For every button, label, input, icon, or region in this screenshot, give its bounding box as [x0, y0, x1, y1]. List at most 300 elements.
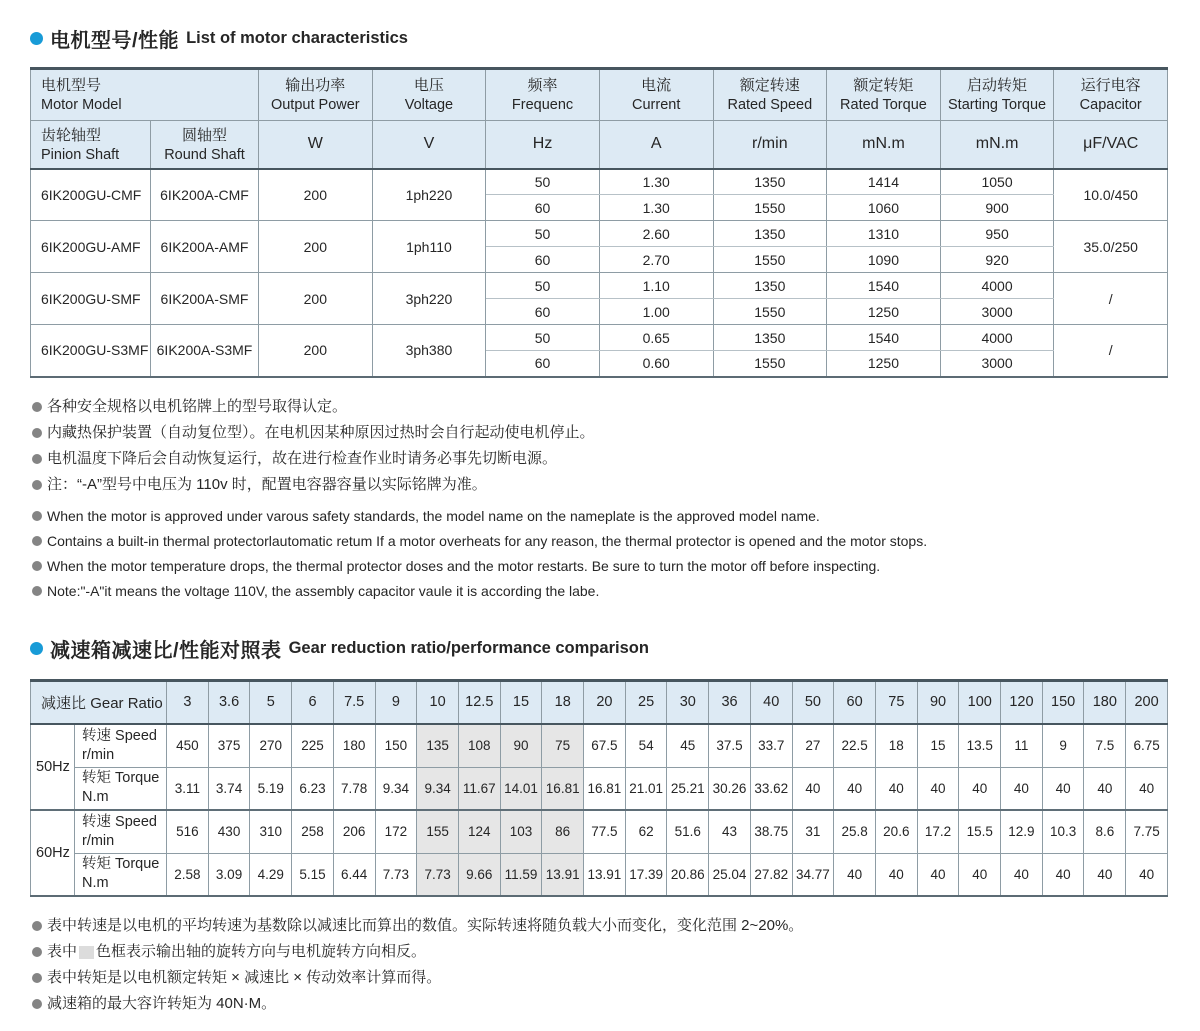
row-label-text: 转矩 Torque: [82, 856, 160, 873]
speed-value-cell: 90: [500, 724, 542, 767]
torque-value-cell: 7.78: [333, 767, 375, 810]
frequency-cell: 60: [486, 351, 600, 377]
note-item: [32, 446, 1168, 472]
note-text: 注：“-A”型号中电压为 110v 时，配置电容器容量以实际铭牌为准。: [47, 475, 487, 493]
note-bullet-icon: [32, 973, 42, 983]
section2-title-zh: 减速箱减速比/性能对照表: [50, 639, 282, 662]
torque-value-cell: 34.77: [792, 853, 834, 896]
rated-torque-cell: 1250: [827, 351, 941, 377]
motor-model-header: [31, 69, 259, 121]
current-cell: 2.60: [599, 221, 713, 247]
rated-speed-header: [713, 69, 827, 121]
speed-value-cell: 86: [542, 810, 584, 853]
unit-starting-torque: mN.m: [940, 121, 1054, 169]
gear-header-row: [31, 680, 1168, 724]
starting-torque-cell: 3000: [940, 299, 1054, 325]
speed-value-cell: 77.5: [584, 810, 626, 853]
output-power-cell: 200: [259, 169, 373, 221]
header-en: Starting Torque: [948, 97, 1047, 114]
section2-title-en: Gear reduction ratio/performance comparison: [288, 638, 649, 657]
torque-value-cell: 40: [834, 767, 876, 810]
starting-torque-header: [940, 69, 1054, 121]
speed-value-cell: 43: [709, 810, 751, 853]
torque-value-cell: 21.01: [625, 767, 667, 810]
corner-label-zh: 减速比: [41, 694, 87, 712]
rated-torque-cell: 1540: [827, 325, 941, 351]
torque-value-cell: 33.62: [750, 767, 792, 810]
frequency-cell: 50: [486, 273, 600, 299]
gear-ratio-header-cell: 10: [417, 680, 459, 724]
note-bullet-icon: [32, 561, 42, 571]
torque-value-cell: 20.86: [667, 853, 709, 896]
capacitor-cell: 35.0/250: [1054, 221, 1168, 273]
row-unit-text: r/min: [82, 832, 115, 849]
row-label-text: 转矩 Torque: [82, 770, 160, 787]
gear-ratio-header-cell: 6: [292, 680, 334, 724]
speed-value-cell: 22.5: [834, 724, 876, 767]
row-unit-text: N.m: [82, 789, 109, 806]
gear-ratio-header-cell: 200: [1126, 680, 1168, 724]
torque-value-cell: 16.81: [542, 767, 584, 810]
torque-value-cell: 40: [917, 853, 959, 896]
starting-torque-cell: 3000: [940, 351, 1054, 377]
note-bullet-icon: [32, 454, 42, 464]
torque-value-cell: 9.34: [417, 767, 459, 810]
gear-ratio-header-cell: 150: [1042, 680, 1084, 724]
pinion-model-cell: 6IK200GU-AMF: [31, 221, 151, 273]
gear-table-row: [31, 767, 1168, 810]
speed-value-cell: 31: [792, 810, 834, 853]
capacitor-header: [1054, 69, 1168, 121]
unit-hertz: Hz: [486, 121, 600, 169]
speed-value-cell: 135: [417, 724, 459, 767]
gear-table-row: [31, 724, 1168, 767]
motor-table-row: [31, 169, 1168, 195]
current-cell: 1.30: [599, 169, 713, 195]
gear-ratio-header-cell: 36: [709, 680, 751, 724]
torque-value-cell: 40: [834, 853, 876, 896]
round-model-cell: 6IK200A-SMF: [151, 273, 259, 325]
gear-ratio-header-cell: 18: [542, 680, 584, 724]
output-power-header: [259, 69, 373, 121]
output-power-cell: 200: [259, 273, 373, 325]
torque-value-cell: 13.91: [542, 853, 584, 896]
rated-torque-cell: 1414: [827, 169, 941, 195]
torque-value-cell: 2.58: [167, 853, 209, 896]
header-en: Voltage: [404, 97, 454, 114]
row-label-text: 转速 Speed: [82, 813, 157, 830]
header-zh: 启动转矩: [967, 77, 1028, 95]
round-shaft-header: [151, 121, 259, 169]
note-item: [32, 554, 1168, 579]
speed-value-cell: 54: [625, 724, 667, 767]
current-cell: 0.65: [599, 325, 713, 351]
note-text: 色框表示输出轴的旋转方向与电机旋转方向相反。: [96, 943, 427, 960]
section1-title-zh: 电机型号/性能: [50, 30, 180, 52]
speed-value-cell: 516: [167, 810, 209, 853]
note-item: [32, 939, 1168, 965]
note-text: Note:"-A"it means the voltage 110V, the assembly capacitor vaule it is according the labe.: [47, 582, 600, 599]
note-item: [32, 529, 1168, 554]
torque-value-cell: 25.04: [709, 853, 751, 896]
gear-ratio-header-cell: 15: [500, 680, 542, 724]
torque-value-cell: 7.73: [375, 853, 417, 896]
pinion-model-cell: 6IK200GU-CMF: [31, 169, 151, 221]
gear-ratio-header-cell: 3.6: [208, 680, 250, 724]
rated-speed-cell: 1350: [713, 169, 827, 195]
torque-value-cell: 16.81: [584, 767, 626, 810]
note-text: 各种安全规格以电机铭牌上的型号取得认定。: [47, 397, 348, 415]
note-bullet-icon: [32, 511, 42, 521]
torque-value-cell: 40: [1042, 767, 1084, 810]
note-bullet-icon: [32, 428, 42, 438]
speed-value-cell: 108: [458, 724, 500, 767]
rated-torque-cell: 1310: [827, 221, 941, 247]
note-item: [32, 472, 1168, 498]
round-model-cell: 6IK200A-AMF: [151, 221, 259, 273]
rated-torque-cell: 1250: [827, 299, 941, 325]
note-text: 减速箱的最大容许转矩为 40N·M。: [47, 995, 277, 1012]
rated-speed-cell: 1550: [713, 195, 827, 221]
speed-value-cell: 25.8: [834, 810, 876, 853]
note-bullet-icon: [32, 536, 42, 546]
round-model-cell: 6IK200A-CMF: [151, 169, 259, 221]
motor-header-row-1: [31, 69, 1168, 121]
current-cell: 1.30: [599, 195, 713, 221]
torque-value-cell: 3.74: [208, 767, 250, 810]
speed-value-cell: 37.5: [709, 724, 751, 767]
header-zh: 齿轮轴型: [41, 126, 102, 144]
note-text: 电机温度下降后会自动恢复运行，故在进行检查作业时请务必事先切断电源。: [47, 449, 558, 467]
speed-value-cell: 27: [792, 724, 834, 767]
gear-ratio-header-cell: 40: [750, 680, 792, 724]
torque-value-cell: 40: [1126, 767, 1168, 810]
torque-value-cell: 5.15: [292, 853, 334, 896]
note-text: 表中: [47, 943, 78, 960]
header-en: Rated Torque: [840, 97, 927, 114]
torque-value-cell: 40: [959, 767, 1001, 810]
speed-value-cell: 225: [292, 724, 334, 767]
torque-value-cell: 11.59: [500, 853, 542, 896]
frequency-cell: 60: [486, 247, 600, 273]
header-en: Motor Model: [41, 97, 122, 114]
torque-value-cell: 40: [792, 767, 834, 810]
torque-value-cell: 40: [917, 767, 959, 810]
frequency-cell: 50: [486, 169, 600, 195]
motor-table-row: [31, 273, 1168, 299]
note-item: [32, 579, 1168, 604]
section1-title-en: List of motor characteristics: [186, 29, 408, 47]
note-bullet-icon: [32, 586, 42, 596]
note-item: [32, 420, 1168, 446]
torque-value-cell: 25.21: [667, 767, 709, 810]
torque-value-cell: 27.82: [750, 853, 792, 896]
torque-value-cell: 40: [1126, 853, 1168, 896]
frequency-group-cell: 50Hz: [31, 724, 75, 810]
section1-title: [30, 24, 1168, 53]
speed-value-cell: 18: [875, 724, 917, 767]
gear-ratio-header-cell: 20: [584, 680, 626, 724]
section1-bullet-icon: [30, 32, 43, 45]
row-unit-text: r/min: [82, 746, 115, 763]
note-item: [32, 965, 1168, 991]
rated-speed-cell: 1550: [713, 247, 827, 273]
torque-value-cell: 13.91: [584, 853, 626, 896]
speed-value-cell: 270: [250, 724, 292, 767]
gear-table-row: [31, 853, 1168, 896]
gear-ratio-header-cell: 60: [834, 680, 876, 724]
unit-rpm: r/min: [713, 121, 827, 169]
rated-torque-header: [827, 69, 941, 121]
note-bullet-icon: [32, 921, 42, 931]
rated-torque-cell: 1060: [827, 195, 941, 221]
chinese-notes-list: [32, 394, 1168, 498]
speed-value-cell: 45: [667, 724, 709, 767]
current-header: [599, 69, 713, 121]
corner-label-en: Gear Ratio: [90, 694, 163, 712]
speed-value-cell: 7.5: [1084, 724, 1126, 767]
header-zh: 额定转矩: [853, 77, 914, 95]
torque-value-cell: 40: [1001, 767, 1043, 810]
note-text: Contains a built-in thermal protectorlautomatic retum If a motor overheats for any reason, the thermal protector is opened and the motor stops.: [47, 532, 928, 549]
round-model-cell: 6IK200A-S3MF: [151, 325, 259, 377]
unit-volt: V: [372, 121, 486, 169]
current-cell: 1.00: [599, 299, 713, 325]
header-en: Rated Speed: [727, 97, 813, 114]
speed-value-cell: 206: [333, 810, 375, 853]
torque-value-cell: 3.11: [167, 767, 209, 810]
frequency-cell: 60: [486, 195, 600, 221]
frequency-cell: 60: [486, 299, 600, 325]
note-item: [32, 394, 1168, 420]
torque-value-cell: 7.73: [417, 853, 459, 896]
gear-ratio-header-cell: 100: [959, 680, 1001, 724]
voltage-cell: 3ph220: [372, 273, 486, 325]
unit-watt: W: [259, 121, 373, 169]
motor-table-row: [31, 325, 1168, 351]
torque-value-cell: 11.67: [458, 767, 500, 810]
speed-value-cell: 172: [375, 810, 417, 853]
speed-value-cell: 450: [167, 724, 209, 767]
rated-speed-cell: 1350: [713, 273, 827, 299]
speed-value-cell: 67.5: [584, 724, 626, 767]
speed-row-label-cell: [75, 810, 167, 853]
note-text: When the motor is approved under varous safety standards, the model name on the nameplate is the approved model name.: [47, 507, 820, 524]
torque-value-cell: 6.23: [292, 767, 334, 810]
english-notes-list: [32, 504, 1168, 604]
capacitor-cell: /: [1054, 273, 1168, 325]
gear-ratio-table: [30, 679, 1168, 898]
starting-torque-cell: 920: [940, 247, 1054, 273]
frequency-cell: 50: [486, 221, 600, 247]
rated-torque-cell: 1090: [827, 247, 941, 273]
frequency-cell: 50: [486, 325, 600, 351]
current-cell: 2.70: [599, 247, 713, 273]
rated-speed-cell: 1550: [713, 351, 827, 377]
speed-value-cell: 258: [292, 810, 334, 853]
torque-value-cell: 40: [875, 853, 917, 896]
header-zh: 频率: [527, 77, 558, 95]
gear-ratio-header-cell: 9: [375, 680, 417, 724]
header-en: Output Power: [270, 97, 360, 114]
gear-ratio-header-cell: 75: [875, 680, 917, 724]
torque-value-cell: 9.34: [375, 767, 417, 810]
unit-ampere: A: [599, 121, 713, 169]
starting-torque-cell: 4000: [940, 325, 1054, 351]
gear-ratio-header-cell: 3: [167, 680, 209, 724]
motor-table-row: [31, 221, 1168, 247]
output-power-cell: 200: [259, 325, 373, 377]
rated-speed-cell: 1350: [713, 221, 827, 247]
footer-notes-list: [32, 913, 1168, 1017]
torque-value-cell: 40: [1042, 853, 1084, 896]
torque-row-label-cell: [75, 853, 167, 896]
speed-value-cell: 12.9: [1001, 810, 1043, 853]
row-label-text: 转速 Speed: [82, 727, 157, 744]
speed-value-cell: 103: [500, 810, 542, 853]
gear-ratio-header-cell: 5: [250, 680, 292, 724]
torque-value-cell: 14.01: [500, 767, 542, 810]
unit-rated-torque: mN.m: [827, 121, 941, 169]
speed-row-label-cell: [75, 724, 167, 767]
current-cell: 0.60: [599, 351, 713, 377]
note-bullet-icon: [32, 402, 42, 412]
header-zh: 运行电容: [1080, 77, 1141, 95]
rated-speed-cell: 1350: [713, 325, 827, 351]
torque-value-cell: 30.26: [709, 767, 751, 810]
note-text: 表中转矩是以电机额定转矩 × 减速比 × 传动效率计算而得。: [47, 969, 442, 986]
note-bullet-icon: [32, 947, 42, 957]
speed-value-cell: 430: [208, 810, 250, 853]
motor-header-row-2: [31, 121, 1168, 169]
gear-ratio-header-cell: 120: [1001, 680, 1043, 724]
header-en: Current: [632, 97, 681, 114]
speed-value-cell: 15.5: [959, 810, 1001, 853]
note-item: [32, 991, 1168, 1017]
gear-ratio-header-cell: 7.5: [333, 680, 375, 724]
note-item: [32, 913, 1168, 939]
note-item: [32, 504, 1168, 529]
pinion-shaft-header: [31, 121, 151, 169]
speed-value-cell: 310: [250, 810, 292, 853]
torque-value-cell: 9.66: [458, 853, 500, 896]
frequency-header: [486, 69, 600, 121]
torque-value-cell: 5.19: [250, 767, 292, 810]
note-text: 内藏热保护装置（自动复位型）。在电机因某种原因过热时会自行起动使电机停止。: [47, 423, 595, 441]
torque-value-cell: 40: [959, 853, 1001, 896]
pinion-model-cell: 6IK200GU-S3MF: [31, 325, 151, 377]
voltage-cell: 1ph110: [372, 221, 486, 273]
speed-value-cell: 155: [417, 810, 459, 853]
capacitor-cell: 10.0/450: [1054, 169, 1168, 221]
speed-value-cell: 6.75: [1126, 724, 1168, 767]
note-bullet-icon: [32, 999, 42, 1009]
header-zh: 输出功率: [285, 77, 346, 95]
gear-ratio-header-cell: 90: [917, 680, 959, 724]
pinion-model-cell: 6IK200GU-SMF: [31, 273, 151, 325]
voltage-cell: 3ph380: [372, 325, 486, 377]
speed-value-cell: 10.3: [1042, 810, 1084, 853]
header-zh: 电机型号: [41, 77, 102, 95]
output-power-cell: 200: [259, 221, 373, 273]
gear-ratio-header-cell: 25: [625, 680, 667, 724]
unit-capacitor: μF/VAC: [1054, 121, 1168, 169]
section2-bullet-icon: [30, 642, 43, 655]
speed-value-cell: 8.6: [1084, 810, 1126, 853]
speed-value-cell: 180: [333, 724, 375, 767]
speed-value-cell: 17.2: [917, 810, 959, 853]
speed-value-cell: 38.75: [750, 810, 792, 853]
torque-row-label-cell: [75, 767, 167, 810]
header-en: Round Shaft: [164, 146, 245, 163]
speed-value-cell: 11: [1001, 724, 1043, 767]
torque-value-cell: 40: [1084, 853, 1126, 896]
header-en: Capacitor: [1079, 97, 1142, 114]
gear-ratio-header-cell: 180: [1084, 680, 1126, 724]
row-unit-text: N.m: [82, 875, 109, 892]
gear-ratio-header-cell: 12.5: [458, 680, 500, 724]
voltage-header: [372, 69, 486, 121]
rated-speed-cell: 1550: [713, 299, 827, 325]
torque-value-cell: 40: [1084, 767, 1126, 810]
torque-value-cell: 40: [875, 767, 917, 810]
gear-ratio-header-cell: 30: [667, 680, 709, 724]
torque-value-cell: 17.39: [625, 853, 667, 896]
gear-table-row: [31, 810, 1168, 853]
header-zh: 电流: [641, 77, 672, 95]
speed-value-cell: 62: [625, 810, 667, 853]
section2-title: [30, 634, 1168, 663]
speed-value-cell: 9: [1042, 724, 1084, 767]
speed-value-cell: 15: [917, 724, 959, 767]
header-en: Frequenc: [511, 97, 574, 114]
speed-value-cell: 124: [458, 810, 500, 853]
torque-value-cell: 3.09: [208, 853, 250, 896]
gear-ratio-header-cell: 50: [792, 680, 834, 724]
speed-value-cell: 150: [375, 724, 417, 767]
torque-value-cell: 4.29: [250, 853, 292, 896]
voltage-cell: 1ph220: [372, 169, 486, 221]
note-text: 表中转速是以电机的平均转速为基数除以减速比而算出的数值。实际转速将随负载大小而变化，变化范围 2~20%。: [47, 917, 804, 934]
starting-torque-cell: 900: [940, 195, 1054, 221]
header-zh: 电压: [413, 77, 444, 95]
starting-torque-cell: 1050: [940, 169, 1054, 195]
speed-value-cell: 13.5: [959, 724, 1001, 767]
header-zh: 圆轴型: [181, 126, 227, 144]
gray-color-swatch-icon: [79, 946, 94, 959]
capacitor-cell: /: [1054, 325, 1168, 377]
gear-ratio-corner-header: [31, 680, 167, 724]
starting-torque-cell: 4000: [940, 273, 1054, 299]
torque-value-cell: 6.44: [333, 853, 375, 896]
motor-characteristics-table: [30, 67, 1168, 378]
note-bullet-icon: [32, 480, 42, 490]
current-cell: 1.10: [599, 273, 713, 299]
torque-value-cell: 40: [1001, 853, 1043, 896]
speed-value-cell: 33.7: [750, 724, 792, 767]
speed-value-cell: 75: [542, 724, 584, 767]
frequency-group-cell: 60Hz: [31, 810, 75, 896]
speed-value-cell: 20.6: [875, 810, 917, 853]
speed-value-cell: 375: [208, 724, 250, 767]
header-zh: 额定转速: [739, 77, 800, 95]
speed-value-cell: 7.75: [1126, 810, 1168, 853]
rated-torque-cell: 1540: [827, 273, 941, 299]
starting-torque-cell: 950: [940, 221, 1054, 247]
note-text: When the motor temperature drops, the thermal protector doses and the motor restarts. Be sure to turn the motor off before inspecting.: [47, 557, 881, 574]
header-en: Pinion Shaft: [41, 146, 120, 163]
speed-value-cell: 51.6: [667, 810, 709, 853]
